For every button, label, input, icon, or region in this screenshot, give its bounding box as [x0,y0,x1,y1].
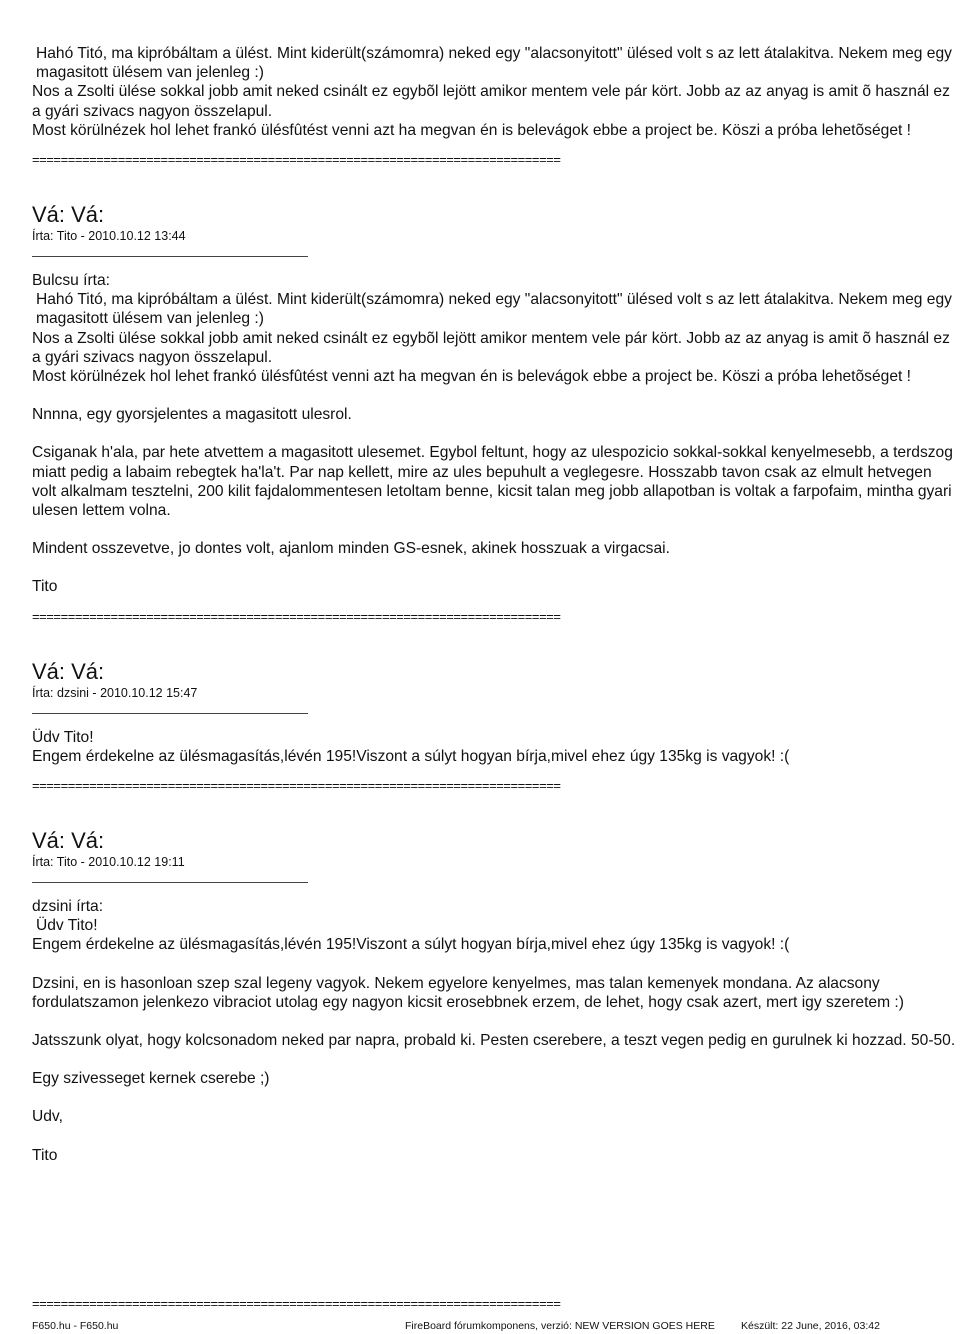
first-post-line-3: Most körülnézek hol lehet frankó ülésfûtést venni azt ha megvan én is belevágok ebbe a project be. Köszi a próba lehetõséget ! [32,121,911,139]
post-paragraph: Csiganak h'ala, par hete atvettem a magasitott ulesemet. Egybol feltunt, hogy az ulespozicio sokkal-sokkal kenyelmesebb, a terdszog miatt pedig a labaim rebegtek ha'la't. Par nap kellett, mire az ules bepuhult a veglegesre. Hosszabb tavon csak az elmult hetvegen volt alkalmam tesztelni, 200 kilit fajdalommentesen letoltam benne, kicsit talan meg jobb allapotban is voltak a farpofaim, mintha gyari ulesen lettem volna. [32,444,953,520]
post-separator: ========================================================================== [32,152,561,168]
post-body-line: Engem érdekelne az ülésmagasítás,lévén 195!Viszont a súlyt hogyan bírja,mivel ehez úgy 135kg is vagyok! :( [32,747,790,765]
quote-author: Bulcsu írta: [32,272,110,290]
post-title: Vá: Vá: [32,828,105,854]
post-paragraph: Mindent osszevetve, jo dontes volt, ajanlom minden GS-esnek, akinek hosszuak a virgacsai. [32,540,670,558]
quote-line: Hahó Titó, ma kipróbáltam a ülést. Mint kiderült(számomra) neked egy "alacsonyitott" ülésed volt s az lett átalakitva. Nekem meg egy magasitott ülésem van jelenleg :) [36,291,952,328]
post-meta: Írta: Tito - 2010.10.12 19:11 [32,855,185,870]
post-separator: ========================================================================== [32,608,561,624]
footer-site: F650.hu - F650.hu [32,1320,119,1332]
post-meta: Írta: dzsini - 2010.10.12 15:47 [32,685,198,700]
post-separator: ========================================================================== [32,778,561,794]
post-body-line: Üdv Tito! [32,728,94,746]
first-post-line-1: Hahó Titó, ma kipróbáltam a ülést. Mint kiderült(számomra) neked egy "alacsonyitott" ülésed volt s az lett átalakitva. Nekem meg egy magasitott ülésem van jelenleg :) [36,45,952,82]
quote-line: Nos a Zsolti ülése sokkal jobb amit neked csinált ez egybõl lejött amikor mentem vele pár kört. Jobb az az anyag is amit õ használ ez a gyári szivacs nagyon összelapul. [32,329,950,366]
quote-line: Üdv Tito! [36,917,98,935]
post-paragraph: Udv, [32,1108,63,1126]
post-signature: Tito [32,1146,58,1164]
footer-component: FireBoard fórumkomponens, verzió: NEW VERSION GOES HERE [405,1320,715,1332]
post-paragraph: Nnnna, egy gyorsjelentes a magasitott ulesrol. [32,406,352,424]
post-paragraph: Jatsszunk olyat, hogy kolcsonadom neked par napra, probald ki. Pesten cserebere, a teszt vegen pedig en gurulnek ki hozzad. 50-50. [32,1032,956,1050]
post-signature: Tito [32,578,58,596]
post-title: Vá: Vá: [32,658,105,684]
quote-line: Most körülnézek hol lehet frankó ülésfûtést venni azt ha megvan én is belevágok ebbe a project be. Köszi a próba lehetõséget ! [32,368,911,386]
post-meta: Írta: Tito - 2010.10.12 13:44 [32,229,186,244]
quote-line: Engem érdekelne az ülésmagasítás,lévén 195!Viszont a súlyt hogyan bírja,mivel ehez úgy 135kg is vagyok! :( [32,936,790,954]
quote-block [32,290,958,386]
footer-generated: Készült: 22 June, 2016, 03:42 [741,1320,880,1332]
quote-block [32,916,958,954]
post-title: Vá: Vá: [32,202,105,228]
print-footer [0,1316,960,1332]
post-paragraph: Dzsini, en is hasonloan szep szal legeny vagyok. Nekem egyelore kenyelmes, mas talan kemenyek mondana. Az alacsony fordulatszamon jelenkezo vibraciot utolag egy nagyon kicsit erosebbnek erzem, de lehet, hogy csak azert, mert igy szeretem :) [32,974,904,1011]
quote-author: dzsini írta: [32,898,104,916]
first-post-line-2: Nos a Zsolti ülése sokkal jobb amit neked csinált ez egybõl lejött amikor mentem vele pár kört. Jobb az az anyag is amit õ használ ez a gyári szivacs nagyon összelapul. [32,83,950,120]
post-paragraph: Egy szivesseget kernek cserebe ;) [32,1070,270,1088]
print-page [32,44,958,1165]
first-post-tail [32,44,958,140]
post-separator: ========================================================================== [32,1296,561,1311]
